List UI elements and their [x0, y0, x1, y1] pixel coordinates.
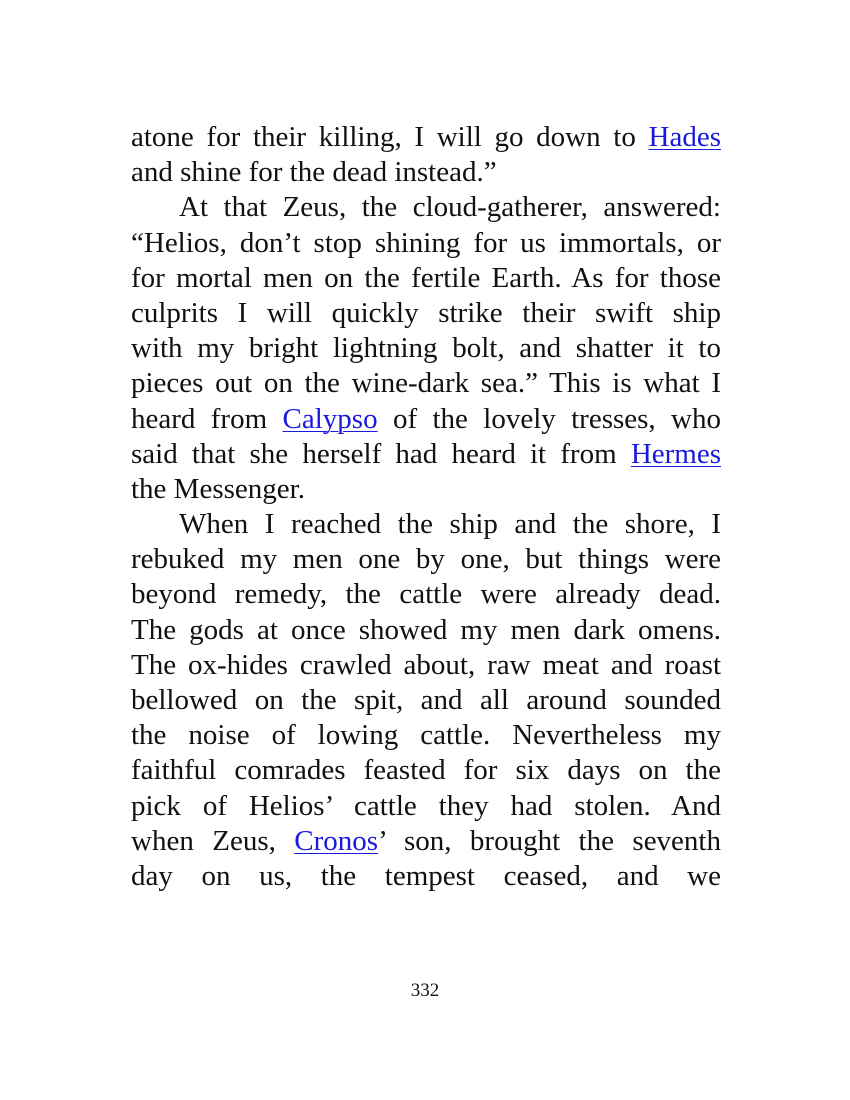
link-calypso[interactable]: Calypso	[282, 402, 378, 435]
text-segment: “Helios, don’t stop shining for us immortals, or	[131, 226, 721, 259]
text-segment: said that she herself had heard it from	[131, 437, 631, 470]
text-line-3	[131, 190, 721, 225]
text-segment: the noise of lowing cattle. Nevertheless my	[131, 719, 721, 752]
text-segment: day on us, the tempest ceased, and we	[131, 859, 721, 892]
text-line-14	[131, 577, 721, 612]
text-line-21	[131, 824, 721, 859]
text-segment: The gods at once showed my men dark omens.	[131, 613, 721, 646]
text-segment: The ox-hides crawled about, raw meat and roast	[131, 648, 721, 681]
text-line-11	[131, 472, 721, 507]
text-segment: rebuked my men one by one, but things were	[131, 543, 721, 576]
link-hermes[interactable]: Hermes	[630, 437, 721, 470]
text-line-4	[131, 226, 721, 261]
text-segment: for mortal men on the fertile Earth. As for those	[131, 261, 721, 294]
text-segment: pick of Helios’ cattle they had stolen. And	[131, 789, 721, 822]
text-line-5	[131, 261, 721, 296]
text-segment: heard from	[131, 402, 283, 435]
link-cronos[interactable]: Cronos	[294, 824, 379, 857]
text-line-12	[131, 507, 721, 542]
text-segment: and shine for the dead instead.”	[131, 156, 497, 189]
text-segment: beyond remedy, the cattle were already dead.	[131, 578, 721, 611]
text-segment: with my bright lightning bolt, and shatter it to	[131, 332, 721, 365]
link-hades[interactable]: Hades	[648, 121, 721, 153]
text-line-22	[131, 859, 721, 894]
text-segment: of the lovely tresses, who	[377, 402, 721, 435]
text-line-6	[131, 296, 721, 331]
text-line-10	[131, 437, 721, 472]
text-segment: the Messenger.	[131, 472, 305, 505]
text-line-13	[131, 542, 721, 577]
text-line-15	[131, 613, 721, 648]
text-segment: pieces out on the wine-dark sea.” This is what I	[131, 367, 721, 400]
text-segment: when Zeus,	[131, 824, 295, 857]
text-segment: bellowed on the spit, and all around sounded	[131, 684, 721, 716]
text-line-18	[131, 718, 721, 753]
page-body-text	[131, 120, 721, 894]
text-line-7	[131, 331, 721, 366]
text-segment: ’ son, brought the seventh	[378, 824, 721, 857]
text-line-9	[131, 402, 721, 437]
text-segment: At that Zeus, the cloud-gatherer, answered:	[179, 191, 721, 224]
text-line-2	[131, 155, 721, 190]
text-line-20	[131, 789, 721, 824]
page-number: 332	[410, 980, 440, 1001]
text-segment: atone for their killing, I will go down to	[131, 121, 649, 153]
text-line-17	[131, 683, 721, 718]
text-segment: When I reached the ship and the shore, I	[179, 508, 721, 541]
text-line-1	[131, 120, 721, 155]
text-line-19	[131, 753, 721, 788]
text-segment: faithful comrades feasted for six days on the	[131, 754, 721, 787]
text-segment: culprits I will quickly strike their swift ship	[131, 296, 721, 329]
text-line-8	[131, 366, 721, 401]
text-line-16	[131, 648, 721, 683]
